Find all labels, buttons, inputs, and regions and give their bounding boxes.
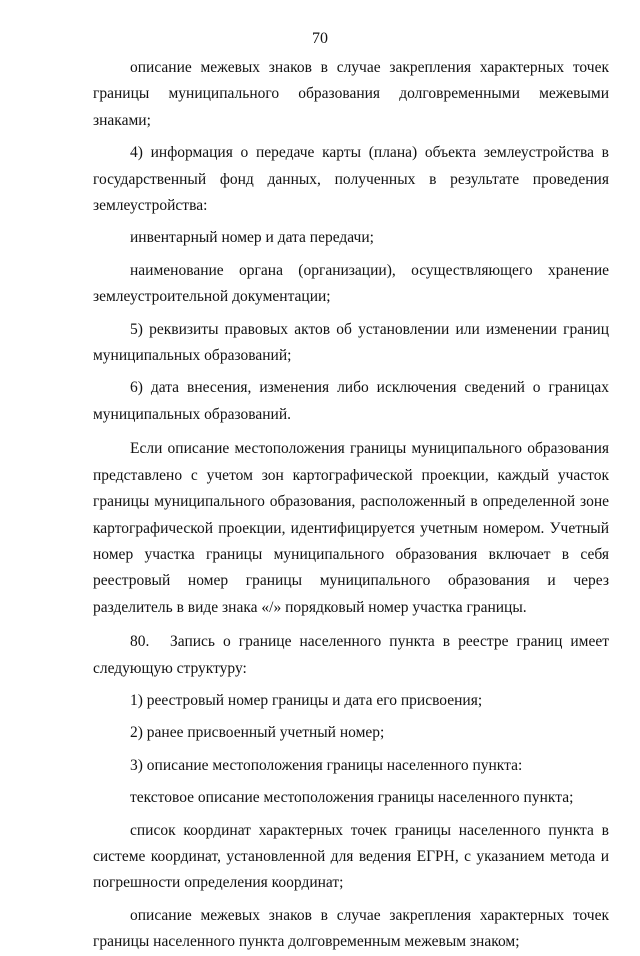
paragraph: 4) информация о передаче карты (плана) объекта землеустройства в государственный фонд данных, полученных в результате проведения землеустройства: [93,144,609,215]
document-body [93,55,609,956]
item-number: 80. [130,633,150,651]
paragraph: описание межевых знаков в случае закрепления характерных точек границы населенного пункта долговременным межевым знаком; [93,906,609,951]
paragraph: инвентарный номер и дата передачи; [130,229,374,247]
paragraph: текстовое описание местоположения границы населенного пункта; [130,789,574,807]
paragraph: 3) описание местоположения границы населенного пункта: [130,756,523,774]
paragraph: 2) ранее присвоенный учетный номер; [130,724,385,742]
page-number: 70 [312,30,328,47]
paragraph: список координат характерных точек границы населенного пункта в системе координат, установленной для ведения ЕГРН, с указанием метода и погрешности определения координат; [93,821,609,892]
paragraph: описание межевых знаков в случае закрепления характерных точек границы муниципального образования долговременными межевыми знаками; [93,59,609,129]
paragraph: 6) дата внесения, изменения либо исключения сведений о границах муниципальных образований. [93,379,609,423]
paragraph: наименование органа (организации), осуществляющего хранение землеустроительной документации; [93,261,609,306]
item-80-text: Запись о границе населенного пункта в реестре границ имеет следующую структуру: [93,633,609,677]
paragraph: Если описание местоположения границы муниципального образования представлено с учетом зон картографической проекции, каждый участок границы муниципального образования, расположенный в определенной зоне картографической проекции, идентифицируется учетным номером. Учетный номер участка границы муниципального образования включает в себя реестровый номер границы муниципального образования и через разделитель в виде знака «/» порядковый номер участка границы. [93,440,609,616]
paragraph: 1) реестровый номер границы и дата его присвоения; [130,691,483,709]
paragraph: 5) реквизиты правовых актов об установлении или изменении границ муниципальных образований; [93,320,609,365]
paragraph-item-80 [93,629,609,682]
